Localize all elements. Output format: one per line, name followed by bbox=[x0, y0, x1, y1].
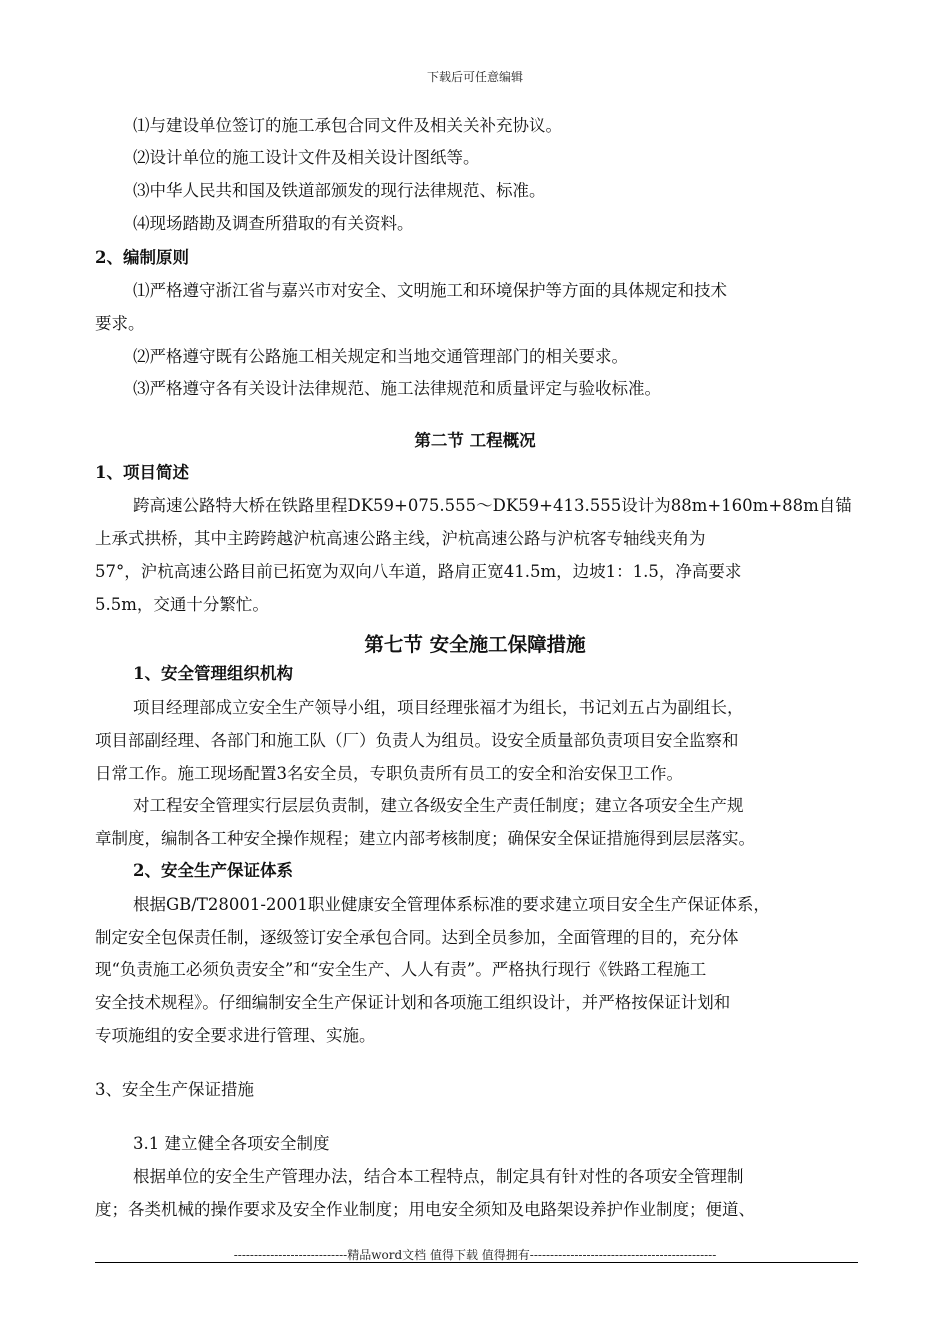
overview-line-1: 跨高速公路特大桥在铁路里程DK59+075.555～DK59+413.555设计为88m+160m+88m自锚 bbox=[133, 496, 852, 515]
section-7-sub-3-1: 3.1 建立健全各项安全制度 bbox=[133, 1134, 330, 1153]
section-7-sub-2: 2、安全生产保证体系 bbox=[133, 861, 293, 880]
overview-line-4: 5.5m，交通十分繁忙。 bbox=[95, 595, 269, 614]
principle-1-line-2: 要求。 bbox=[95, 314, 145, 333]
org-line-3: 日常工作。施工现场配置3名安全员，专职负责所有员工的安全和治安保卫工作。 bbox=[95, 764, 683, 783]
system-line-4: 安全技术规程》。仔细编制安全生产保证计划和各项施工组织设计，并严格按保证计划和 bbox=[95, 993, 731, 1012]
principle-2: ⑵严格遵守既有公路施工相关规定和当地交通管理部门的相关要求。 bbox=[133, 347, 628, 366]
measures-line-1: 根据单位的安全生产管理办法，结合本工程特点，制定具有针对性的各项安全管理制 bbox=[133, 1167, 744, 1186]
principles-heading: 2、编制原则 bbox=[95, 248, 189, 267]
overview-line-3: 57°，沪杭高速公路目前已拓宽为双向八车道，路肩正宽41.5m，边坡1：1.5，净高要求 bbox=[95, 562, 742, 581]
measures-line-2: 度；各类机械的操作要求及安全作业制度；用电安全须知及电路架设养护作业制度；便道、 bbox=[95, 1200, 755, 1219]
principle-1-line-1: ⑴严格遵守浙江省与嘉兴市对安全、文明施工和环境保护等方面的具体规定和技术 bbox=[133, 281, 727, 300]
overview-line-2: 上承式拱桥，其中主跨跨越沪杭高速公路主线，沪杭高速公路与沪杭客专轴线夹角为 bbox=[95, 529, 706, 548]
footer-divider bbox=[95, 1262, 858, 1263]
section-7-sub-3: 3、安全生产保证措施 bbox=[95, 1080, 254, 1099]
page-header: 下载后可任意编辑 bbox=[426, 70, 523, 84]
principle-3: ⑶严格遵守各有关设计法律规范、施工法律规范和质量评定与验收标准。 bbox=[133, 379, 661, 398]
basis-item-3: ⑶中华人民共和国及铁道部颁发的现行法律规范、标准。 bbox=[133, 181, 546, 200]
system-line-1: 根据GB/T28001-2001职业健康安全管理体系标准的要求建立项目安全生产保证体系， bbox=[133, 895, 770, 914]
section-7-title: 第七节 安全施工保障措施 bbox=[364, 633, 586, 656]
page-footer: ----------------------------精品word文档 值得下载 值得拥有---------------------------------------------- bbox=[233, 1248, 717, 1262]
org-line-1: 项目经理部成立安全生产领导小组，项目经理张福才为组长，书记刘五占为副组长， bbox=[133, 698, 744, 717]
section-2-sub-1: 1、项目简述 bbox=[95, 463, 189, 482]
system-line-2: 制定安全包保责任制，逐级签订安全承包合同。达到全员参加，全面管理的目的，充分体 bbox=[95, 928, 739, 947]
basis-item-1: ⑴与建设单位签订的施工承包合同文件及相关关补充协议。 bbox=[133, 116, 562, 135]
system-line-5: 专项施组的安全要求进行管理、实施。 bbox=[95, 1026, 376, 1045]
basis-item-2: ⑵设计单位的施工设计文件及相关设计图纸等。 bbox=[133, 148, 480, 167]
section-2-title: 第二节 工程概况 bbox=[414, 431, 536, 450]
org-line-2: 项目部副经理、各部门和施工队（厂）负责人为组员。设安全质量部负责项目安全监察和 bbox=[95, 731, 739, 750]
resp-line-2: 章制度，编制各工种安全操作规程；建立内部考核制度；确保安全保证措施得到层层落实。 bbox=[95, 829, 755, 848]
resp-line-1: 对工程安全管理实行层层负责制，建立各级安全生产责任制度；建立各项安全生产规 bbox=[133, 796, 744, 815]
system-line-3: 现“负责施工必须负责安全”和“安全生产、人人有责”。严格执行现行《铁路工程施工 bbox=[95, 960, 707, 979]
section-7-sub-1: 1、安全管理组织机构 bbox=[133, 664, 293, 683]
basis-item-4: ⑷现场踏勘及调查所猎取的有关资料。 bbox=[133, 214, 414, 233]
